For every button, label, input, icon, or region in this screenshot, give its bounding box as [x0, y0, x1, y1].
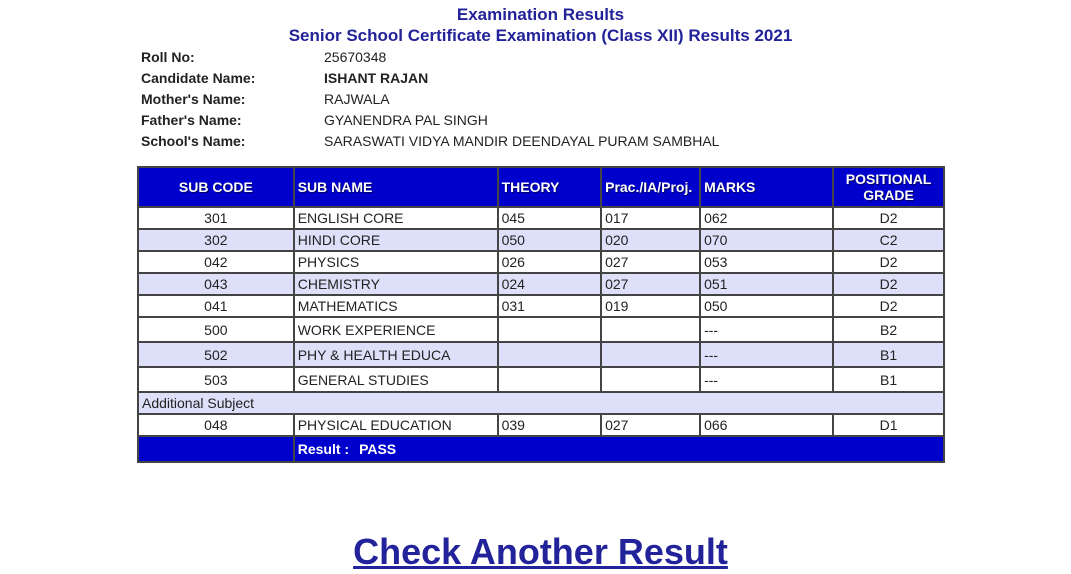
practical-cell: 027: [601, 251, 700, 273]
sub-code-cell: 301: [138, 207, 294, 229]
theory-cell: 050: [498, 229, 602, 251]
sub-name-cell: PHYSICS: [294, 251, 498, 273]
theory-cell: 024: [498, 273, 602, 295]
candidate-name-value: ISHANT RAJAN: [324, 70, 429, 86]
grade-cell: D2: [833, 273, 944, 295]
father-name-row: [141, 111, 719, 132]
mother-name-label: Mother's Name:: [141, 91, 246, 107]
mother-name-row: [141, 90, 719, 111]
school-name-value: SARASWATI VIDYA MANDIR DEENDAYAL PURAM SAMBHAL: [324, 133, 720, 149]
candidate-name-row: [141, 69, 719, 90]
grade-cell: B1: [833, 342, 944, 367]
theory-cell: 031: [498, 295, 602, 317]
result-value: PASS: [359, 441, 397, 457]
sub-code-cell: 041: [138, 295, 294, 317]
table-row: [138, 229, 944, 251]
grade-cell: B2: [833, 317, 944, 342]
header-sub-code: SUB CODE: [138, 167, 294, 207]
marks-table: [137, 166, 945, 463]
header-marks: MARKS: [700, 167, 833, 207]
theory-cell: [498, 317, 602, 342]
candidate-name-label: Candidate Name:: [141, 70, 256, 86]
school-name-row: [141, 132, 719, 153]
sub-code-cell: 042: [138, 251, 294, 273]
table-row: [138, 342, 944, 367]
sub-name-cell: ENGLISH CORE: [294, 207, 498, 229]
sub-name-cell: PHYSICAL EDUCATION: [294, 414, 498, 436]
grade-cell: D1: [833, 414, 944, 436]
practical-cell: 017: [601, 207, 700, 229]
table-header-row: [138, 167, 944, 207]
practical-cell: [601, 342, 700, 367]
practical-cell: [601, 367, 700, 392]
sub-name-cell: GENERAL STUDIES: [294, 367, 498, 392]
header-practical: Prac./IA/Proj.: [601, 167, 700, 207]
marks-cell: ---: [700, 367, 833, 392]
practical-cell: 019: [601, 295, 700, 317]
table-row: [138, 367, 944, 392]
sub-name-cell: WORK EXPERIENCE: [294, 317, 498, 342]
roll-value: 25670348: [324, 49, 387, 65]
practical-cell: 027: [601, 414, 700, 436]
sub-code-cell: 302: [138, 229, 294, 251]
header-sub-name: SUB NAME: [294, 167, 498, 207]
page-title: Examination Results: [456, 5, 625, 24]
marks-cell: 066: [700, 414, 833, 436]
table-row: [138, 295, 944, 317]
practical-cell: 020: [601, 229, 700, 251]
marks-cell: ---: [700, 342, 833, 367]
practical-cell: [601, 317, 700, 342]
table-row: [138, 414, 944, 436]
father-name-value: GYANENDRA PAL SINGH: [324, 112, 488, 128]
marks-cell: 053: [700, 251, 833, 273]
sub-name-cell: CHEMISTRY: [294, 273, 498, 295]
marks-cell: 050: [700, 295, 833, 317]
school-name-label: School's Name:: [141, 133, 246, 149]
table-row: [138, 273, 944, 295]
grade-cell: D2: [833, 207, 944, 229]
sub-name-cell: HINDI CORE: [294, 229, 498, 251]
theory-cell: 026: [498, 251, 602, 273]
marks-cell: 070: [700, 229, 833, 251]
theory-cell: 039: [498, 414, 602, 436]
result-label: Result :: [297, 441, 350, 457]
header-theory: THEORY: [498, 167, 602, 207]
marks-cell: 062: [700, 207, 833, 229]
result-spacer-cell: [138, 436, 294, 462]
table-row: [138, 317, 944, 342]
additional-subject-label: Additional Subject: [138, 392, 944, 414]
theory-cell: [498, 342, 602, 367]
sub-code-cell: 503: [138, 367, 294, 392]
result-row: [138, 436, 944, 462]
sub-name-cell: MATHEMATICS: [294, 295, 498, 317]
sub-code-cell: 043: [138, 273, 294, 295]
table-row: [138, 207, 944, 229]
marks-cell: ---: [700, 317, 833, 342]
father-name-label: Father's Name:: [141, 112, 242, 128]
additional-subject-row: [138, 392, 944, 414]
check-another-result-link[interactable]: Check Another Result: [353, 531, 728, 572]
sub-name-cell: PHY & HEALTH EDUCA: [294, 342, 498, 367]
theory-cell: 045: [498, 207, 602, 229]
sub-code-cell: 500: [138, 317, 294, 342]
roll-row: [141, 48, 719, 69]
sub-code-cell: 048: [138, 414, 294, 436]
candidate-info: [141, 48, 719, 153]
theory-cell: [498, 367, 602, 392]
mother-name-value: RAJWALA: [324, 91, 390, 107]
grade-cell: D2: [833, 251, 944, 273]
result-cell: [294, 436, 944, 462]
header-positional-grade: POSITIONAL GRADE: [833, 167, 944, 207]
practical-cell: 027: [601, 273, 700, 295]
marks-cell: 051: [700, 273, 833, 295]
sub-code-cell: 502: [138, 342, 294, 367]
table-row: [138, 251, 944, 273]
roll-label: Roll No:: [141, 49, 195, 65]
grade-cell: D2: [833, 295, 944, 317]
page-subtitle: Senior School Certificate Examination (Class XII) Results 2021: [288, 26, 793, 45]
grade-cell: C2: [833, 229, 944, 251]
grade-cell: B1: [833, 367, 944, 392]
